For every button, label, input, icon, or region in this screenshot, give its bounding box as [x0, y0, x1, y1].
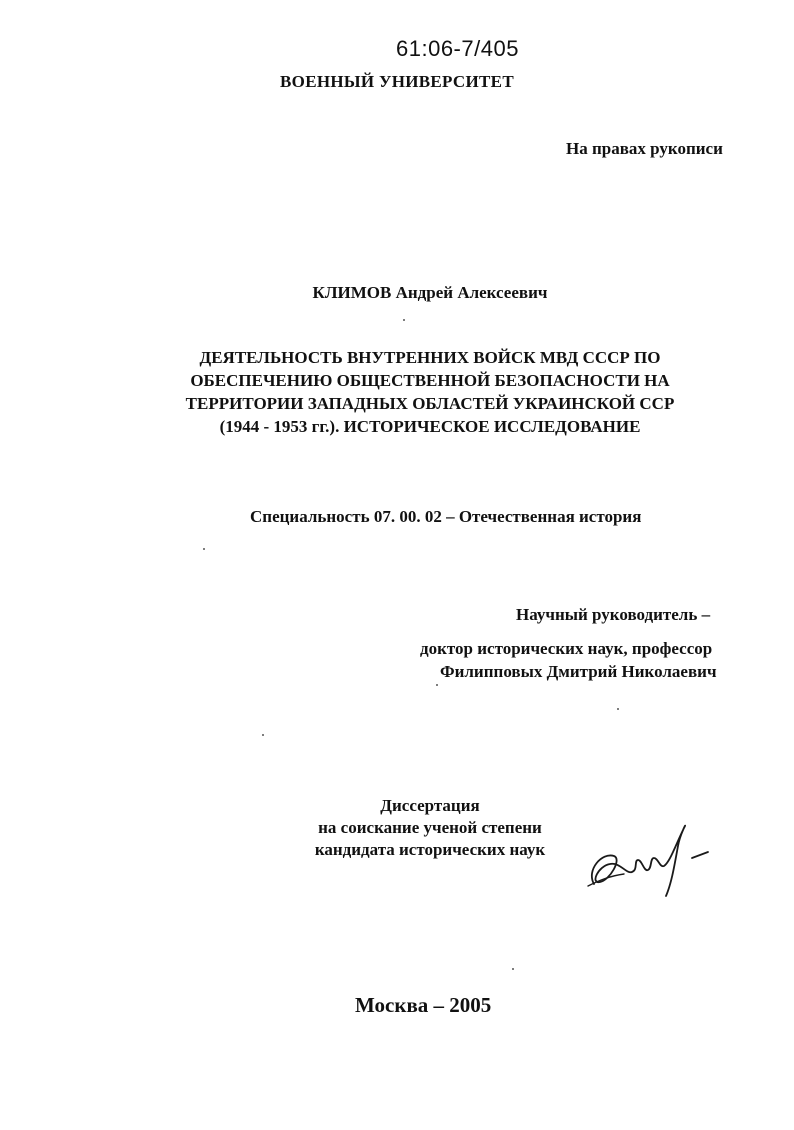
- manuscript-note: На правах рукописи: [566, 139, 723, 158]
- scan-speck: [262, 734, 264, 736]
- scan-speck: [512, 968, 514, 970]
- scan-speck: [403, 319, 405, 321]
- title-line: ДЕЯТЕЛЬНОСТЬ ВНУТРЕННИХ ВОЙСК МВД СССР ПО: [199, 348, 661, 367]
- advisor-name: Филипповых Дмитрий Николаевич: [440, 662, 717, 681]
- library-stamp-number: 61:06-7/405: [396, 36, 519, 61]
- advisor-degree: доктор исторических наук, профессор: [420, 639, 713, 658]
- title-line: ОБЕСПЕЧЕНИЮ ОБЩЕСТВЕННОЙ БЕЗОПАСНОСТИ НА: [190, 371, 670, 390]
- author-name: КЛИМОВ Андрей Алексеевич: [312, 283, 548, 302]
- handwritten-signature-icon: [580, 822, 710, 902]
- specialty-line: Специальность 07. 00. 02 – Отечественная история: [250, 507, 642, 526]
- title-line: (1944 - 1953 гг.). ИСТОРИЧЕСКОЕ ИССЛЕДОВАНИЕ: [219, 417, 641, 436]
- university-name: ВОЕННЫЙ УНИВЕРСИТЕТ: [280, 72, 514, 91]
- advisor-label: Научный руководитель –: [516, 605, 711, 624]
- title-line: ТЕРРИТОРИИ ЗАПАДНЫХ ОБЛАСТЕЙ УКРАИНСКОЙ ССР: [185, 394, 675, 413]
- scan-speck: [203, 548, 205, 550]
- degree-line: кандидата исторических наук: [314, 840, 546, 859]
- degree-line: на соискание ученой степени: [318, 818, 542, 837]
- scan-speck: [436, 684, 438, 686]
- dissertation-title: [140, 346, 720, 438]
- degree-line: Диссертация: [380, 796, 480, 815]
- degree-statement: [280, 795, 580, 861]
- scan-speck: [617, 708, 619, 710]
- city-year: Москва – 2005: [355, 993, 492, 1017]
